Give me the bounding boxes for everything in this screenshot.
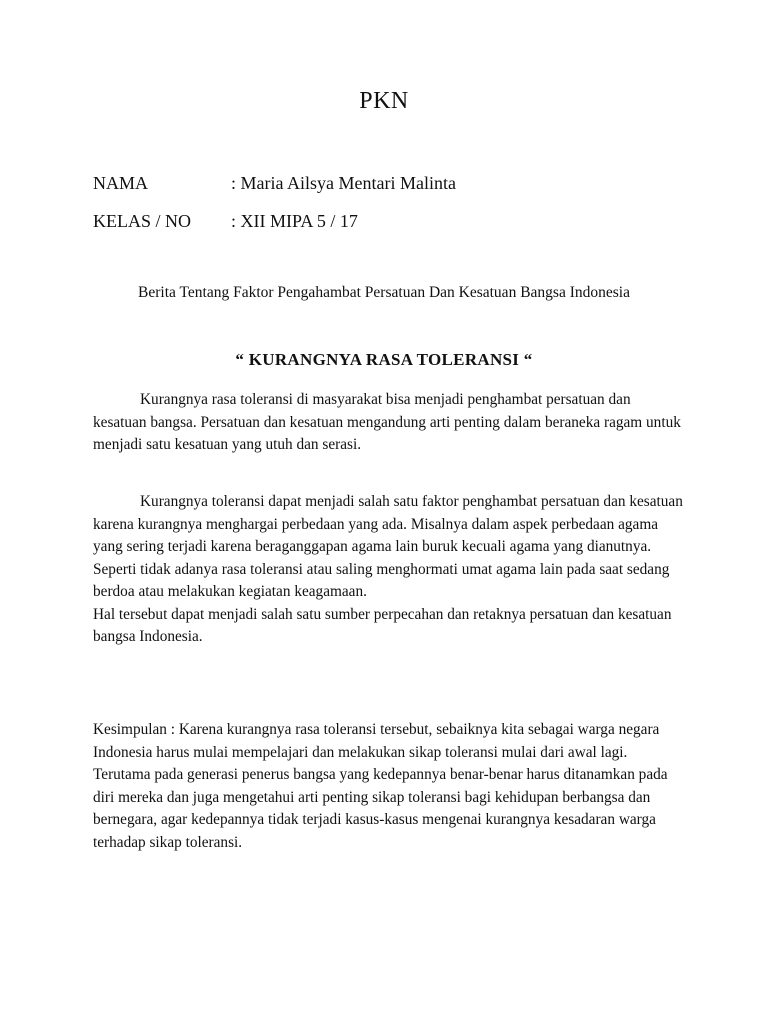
paragraph-1: Kurangnya rasa toleransi di masyarakat bisa menjadi penghambat persatuan dan kesatuan bangsa. Persatuan dan kesatuan mengandung arti penting dalam beraneka ragam untuk menjadi satu kesatuan yang utuh dan serasi. [93, 391, 681, 453]
paragraph-2: Kurangnya toleransi dapat menjadi salah satu faktor penghambat persatuan dan kesatuan karena kurangnya menghargai perbedaan yang ada. Misalnya dalam aspek perbedaan agama yang sering terjadi karena beraganggapan agama lain buruk kecuali agama yang dianutnya. Seperti tidak adanya rasa toleransi atau saling menghormati umat agama lain pada saat sedang berdoa atau melakukan kegiatan keagamaan. [93, 493, 683, 600]
paragraph-1-block [93, 389, 683, 457]
article-heading: “ KURANGNYA RASA TOLERANSI “ [235, 350, 533, 369]
paragraph-2-block [93, 491, 683, 649]
name-row [93, 173, 456, 194]
class-label: KELAS / NO [93, 211, 191, 231]
name-label: NAMA [93, 173, 149, 193]
class-row [93, 211, 358, 232]
conclusion-paragraph: Kesimpulan : Karena kurangnya rasa toleransi tersebut, sebaiknya kita sebagai warga negara Indonesia harus mulai mempelajari dan melakukan sikap toleransi mulai dari awal lagi. Terutama pada generasi penerus bangsa yang kedepannya benar-benar harus ditanamkan pada diri mereka dan juga mengetahui arti penting sikap toleransi bagi kehidupan berbangsa dan bernegara, agar kedepannya tidak terjadi kasus-kasus mengenai kurangnya kesadaran warga terhadap sikap toleransi. [93, 721, 668, 851]
paragraph-3: Hal tersebut dapat menjadi salah satu sumber perpecahan dan retaknya persatuan dan kesatuan bangsa Indonesia. [93, 605, 672, 645]
document-title: PKN [359, 88, 409, 114]
conclusion-block [93, 719, 683, 854]
name-value: : Maria Ailsya Mentari Malinta [231, 173, 456, 193]
class-value: : XII MIPA 5 / 17 [231, 211, 358, 231]
document-subtitle: Berita Tentang Faktor Pengahambat Persatuan Dan Kesatuan Bangsa Indonesia [138, 284, 630, 301]
